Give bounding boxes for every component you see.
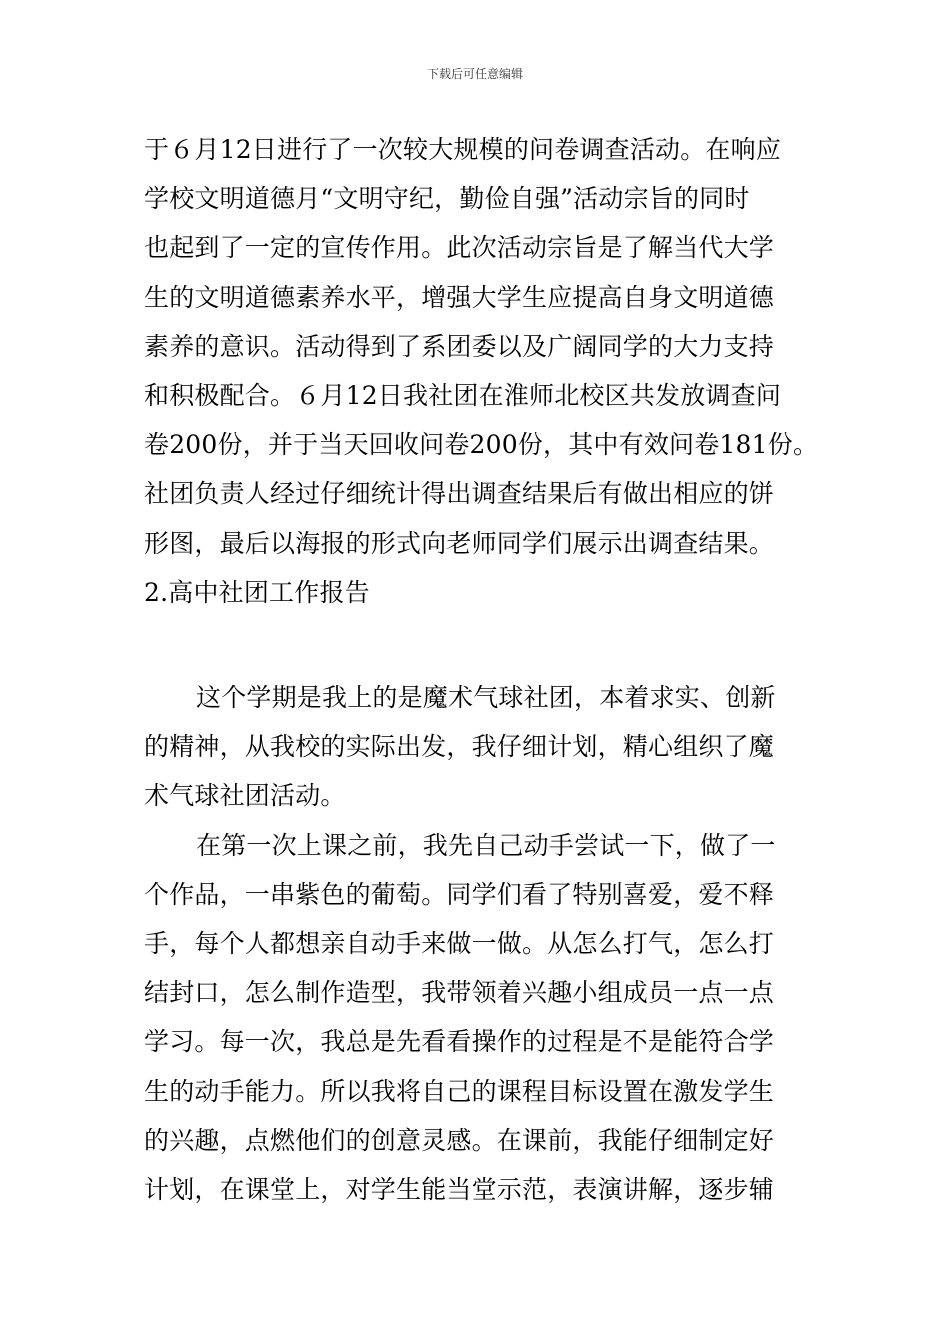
text-line: 卷200份，并于当天回收问卷200份，其中有效问卷181份。	[144, 430, 819, 460]
text-line: 学校文明道德月“文明守纪，勤俭自强”活动宗旨的同时	[144, 184, 750, 214]
section-2-heading: 2.高中社团工作报告	[144, 577, 370, 607]
text-line: 计划，在课堂上，对学生能当堂示范，表演讲解，逐步辅	[144, 1174, 775, 1204]
section-1-paragraph	[144, 125, 820, 617]
text-line: 于６月12日进行了一次较大规模的问卷调查活动。在响应	[144, 135, 782, 164]
text-line: 形图，最后以海报的形式向老师同学们展示出调查结果。	[144, 528, 775, 558]
text-line: 结封口，怎么制作造型，我带领着兴趣小组成员一点一点	[144, 978, 775, 1008]
text-line: 这个学期是我上的是魔术气球社团，本着求实、创新	[196, 683, 776, 712]
text-line: 术气球社团活动。	[144, 781, 346, 811]
text-line: 生的动手能力。所以我将自己的课程目标设置在激发学生	[144, 1076, 775, 1106]
text-line: 也起到了一定的宣传作用。此次活动宗旨是了解当代大学	[144, 233, 775, 263]
text-line: 的兴趣，点燃他们的创意灵感。在课前，我能仔细制定好	[144, 1125, 775, 1155]
text-line: 和积极配合。６月12日我社团在淮师北校区共发放调查问	[144, 380, 782, 410]
text-line: 的精神，从我校的实际出发，我仔细计划，精心组织了魔	[144, 732, 775, 762]
text-line: 学习。每一次，我总是先看看操作的过程是不是能符合学	[144, 1027, 775, 1057]
section-2-body	[144, 673, 820, 1214]
text-line: 个作品，一串紫色的葡萄。同学们看了特别喜爱，爱不释	[144, 879, 775, 909]
paragraph-1	[144, 673, 820, 821]
header-note: 下载后可任意编辑	[426, 67, 523, 81]
text-line: 社团负责人经过仔细统计得出调查结果后有做出相应的饼	[144, 479, 775, 509]
text-line: 在第一次上课之前，我先自己动手尝试一下，做了一	[196, 830, 776, 860]
paragraph-2	[144, 821, 820, 1215]
text-line: 手，每个人都想亲自动手来做一做。从怎么打气，怎么打	[144, 928, 775, 958]
text-line: 素养的意识。活动得到了系团委以及广阔同学的大力支持	[144, 331, 775, 361]
text-line: 生的文明道德素养水平，增强大学生应提高自身文明道德	[144, 282, 775, 312]
